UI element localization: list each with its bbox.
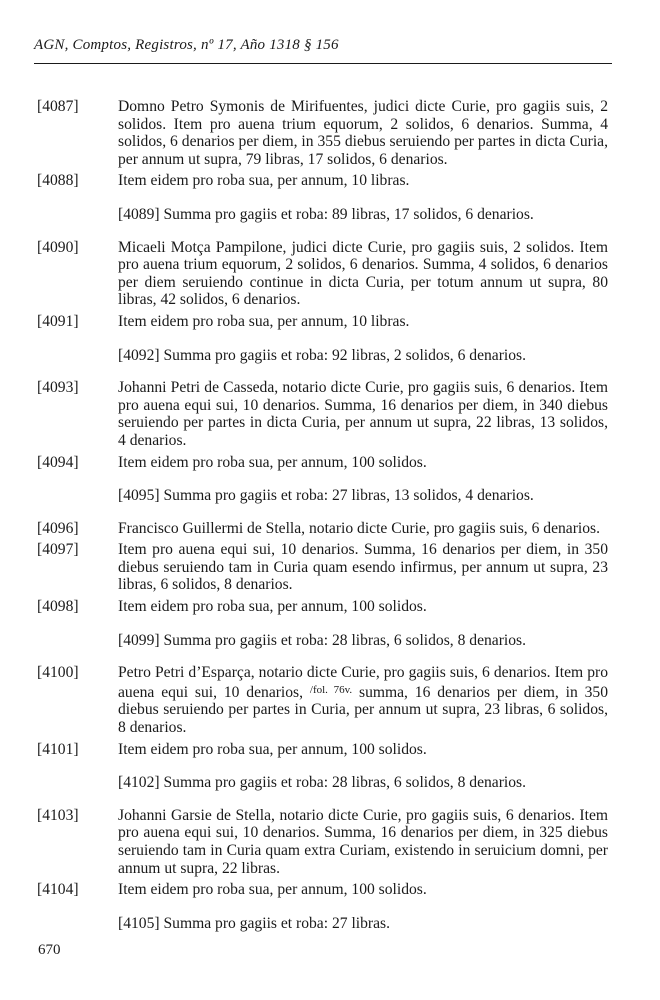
- page-number: 670: [38, 942, 61, 958]
- entry-number: [4087]: [37, 98, 79, 115]
- entry-text: Item eidem pro roba sua, per annum, 100 solidos.: [118, 453, 427, 471]
- entry-text: Micaeli Motça Pampilone, judici dicte Curie, pro gagiis suis, 2 solidos. Item pro auena trium equorum, 2 solidos, 6 denarios. Summa, 4 solidos, 6 denarios per diem seruiendo continue in dicta Curia, per totum annum ut supra, 80 libras, 42 solidos, 6 denarios.: [118, 238, 608, 309]
- entry-text: Item eidem pro roba sua, per annum, 100 solidos.: [118, 881, 427, 899]
- summary-4092: [0, 347, 608, 365]
- entry-4098: [0, 598, 608, 616]
- summary-number: [4105]: [118, 914, 160, 932]
- entry-text: Item eidem pro roba sua, per annum, 10 libras.: [118, 312, 410, 330]
- entry-text: Item eidem pro roba sua, per annum, 100 solidos.: [118, 740, 427, 758]
- summary-text: Summa pro gagiis et roba: 28 libras, 6 solidos, 8 denarios.: [163, 774, 526, 792]
- entry-number: [4097]: [37, 541, 79, 559]
- entry-number: [4104]: [37, 881, 79, 899]
- entry-number: [4096]: [37, 519, 79, 537]
- summary-4105: [0, 915, 608, 933]
- summary-number: [4089]: [118, 205, 160, 223]
- entry-text: Domno Petro Symonis de Mirifuentes, judici dicte Curie, pro gagiis suis, 2 solidos. Item pro auena trium equorum, 2 solidos, 6 denarios. Summa, 4 solidos, 6 denarios per diem, in 355 diebus seruiendo per partes in dicta Curia, per annum ut supra, 79 libras, 17 solidos, 6 denarios.: [118, 98, 608, 168]
- entry-4088: [0, 172, 608, 190]
- entry-4097: [0, 541, 608, 594]
- entry-number: [4098]: [37, 598, 79, 616]
- running-header: AGN, Comptos, Registros, nº 17, Año 1318 § 156: [34, 37, 339, 53]
- summary-number: [4102]: [118, 774, 160, 792]
- entry-4101: [0, 741, 608, 759]
- entry-number: [4103]: [37, 806, 79, 824]
- entry-text: Johanni Petri de Casseda, notario dicte Curie, pro gagiis suis, 6 denarios. Item pro auena equi sui, 10 denarios. Summa, 16 denarios per diem, in 340 diebus seruiendo per partes in dicta Curia, per annum ut supra, 22 libras, 13 solidos, 4 denarios.: [118, 379, 608, 449]
- summary-4102: [0, 774, 608, 792]
- summary-4095: [0, 487, 608, 505]
- entry-number: [4094]: [37, 453, 79, 471]
- entry-4090: [0, 239, 608, 309]
- entry-text: Item pro auena equi sui, 10 denarios. Summa, 16 denarios per diem, in 350 diebus seruiendo tam in Curia quam esendo infirmus, per annum ut supra, 23 libras, 6 solidos, 8 denarios.: [118, 541, 608, 594]
- entry-number: [4100]: [37, 664, 79, 682]
- summary-text: Summa pro gagiis et roba: 27 libras.: [163, 914, 390, 932]
- summary-number: [4092]: [118, 346, 160, 364]
- entries-list: [0, 98, 660, 932]
- entry-4094: [0, 454, 608, 472]
- summary-4089: [0, 206, 608, 224]
- entry-number: [4093]: [37, 379, 79, 397]
- summary-text: Summa pro gagiis et roba: 27 libras, 13 solidos, 4 denarios.: [163, 487, 534, 505]
- entry-text-after-folio: summa, 16 denarios per diem, in 350 diebus seruiendo per partes in Curia, per annum ut supra, 23 libras, 6 solidos, 8 denarios.: [118, 683, 608, 737]
- summary-4099: [0, 632, 608, 650]
- entry-4100: [0, 664, 608, 736]
- entry-text-before-folio: Petro Petri d’Esparça, notario dicte Curie, pro gagiis suis, 6 denarios. Item pro auena equi sui, 10 denarios,: [118, 664, 608, 701]
- entry-number: [4091]: [37, 312, 79, 330]
- summary-text: Summa pro gagiis et roba: 92 libras, 2 solidos, 6 denarios.: [163, 346, 526, 364]
- entry-text: Johanni Garsie de Stella, notario dicte Curie, pro gagiis suis, 6 denarios. Item pro auena equi sui, 10 denarios. Summa, 16 denarios per diem, in 325 diebus seruiendo tam in Curia quam extra Curiam, existendo in seruicium domni, per annum ut supra, 22 libras.: [118, 806, 608, 877]
- entry-4104: [0, 881, 608, 899]
- summary-number: [4095]: [118, 487, 160, 505]
- entry-4087: [0, 98, 608, 168]
- entry-text: Item eidem pro roba sua, per annum, 100 solidos.: [118, 598, 427, 616]
- entry-text: Item eidem pro roba sua, per annum, 10 libras.: [118, 172, 410, 190]
- entry-number: [4090]: [37, 238, 79, 256]
- entry-4103: [0, 807, 608, 877]
- summary-text: Summa pro gagiis et roba: 28 libras, 6 solidos, 8 denarios.: [163, 631, 526, 649]
- entry-4096: [0, 520, 608, 538]
- summary-text: Summa pro gagiis et roba: 89 libras, 17 solidos, 6 denarios.: [163, 205, 534, 223]
- folio-marker: /fol. 76v.: [309, 683, 353, 696]
- header-rule: [34, 63, 612, 64]
- entry-4091: [0, 313, 608, 331]
- entry-4093: [0, 379, 608, 449]
- summary-number: [4099]: [118, 631, 160, 649]
- entry-number: [4088]: [37, 172, 79, 190]
- entry-text: Francisco Guillermi de Stella, notario dicte Curie, pro gagiis suis, 6 denarios.: [118, 519, 601, 537]
- entry-number: [4101]: [37, 740, 79, 758]
